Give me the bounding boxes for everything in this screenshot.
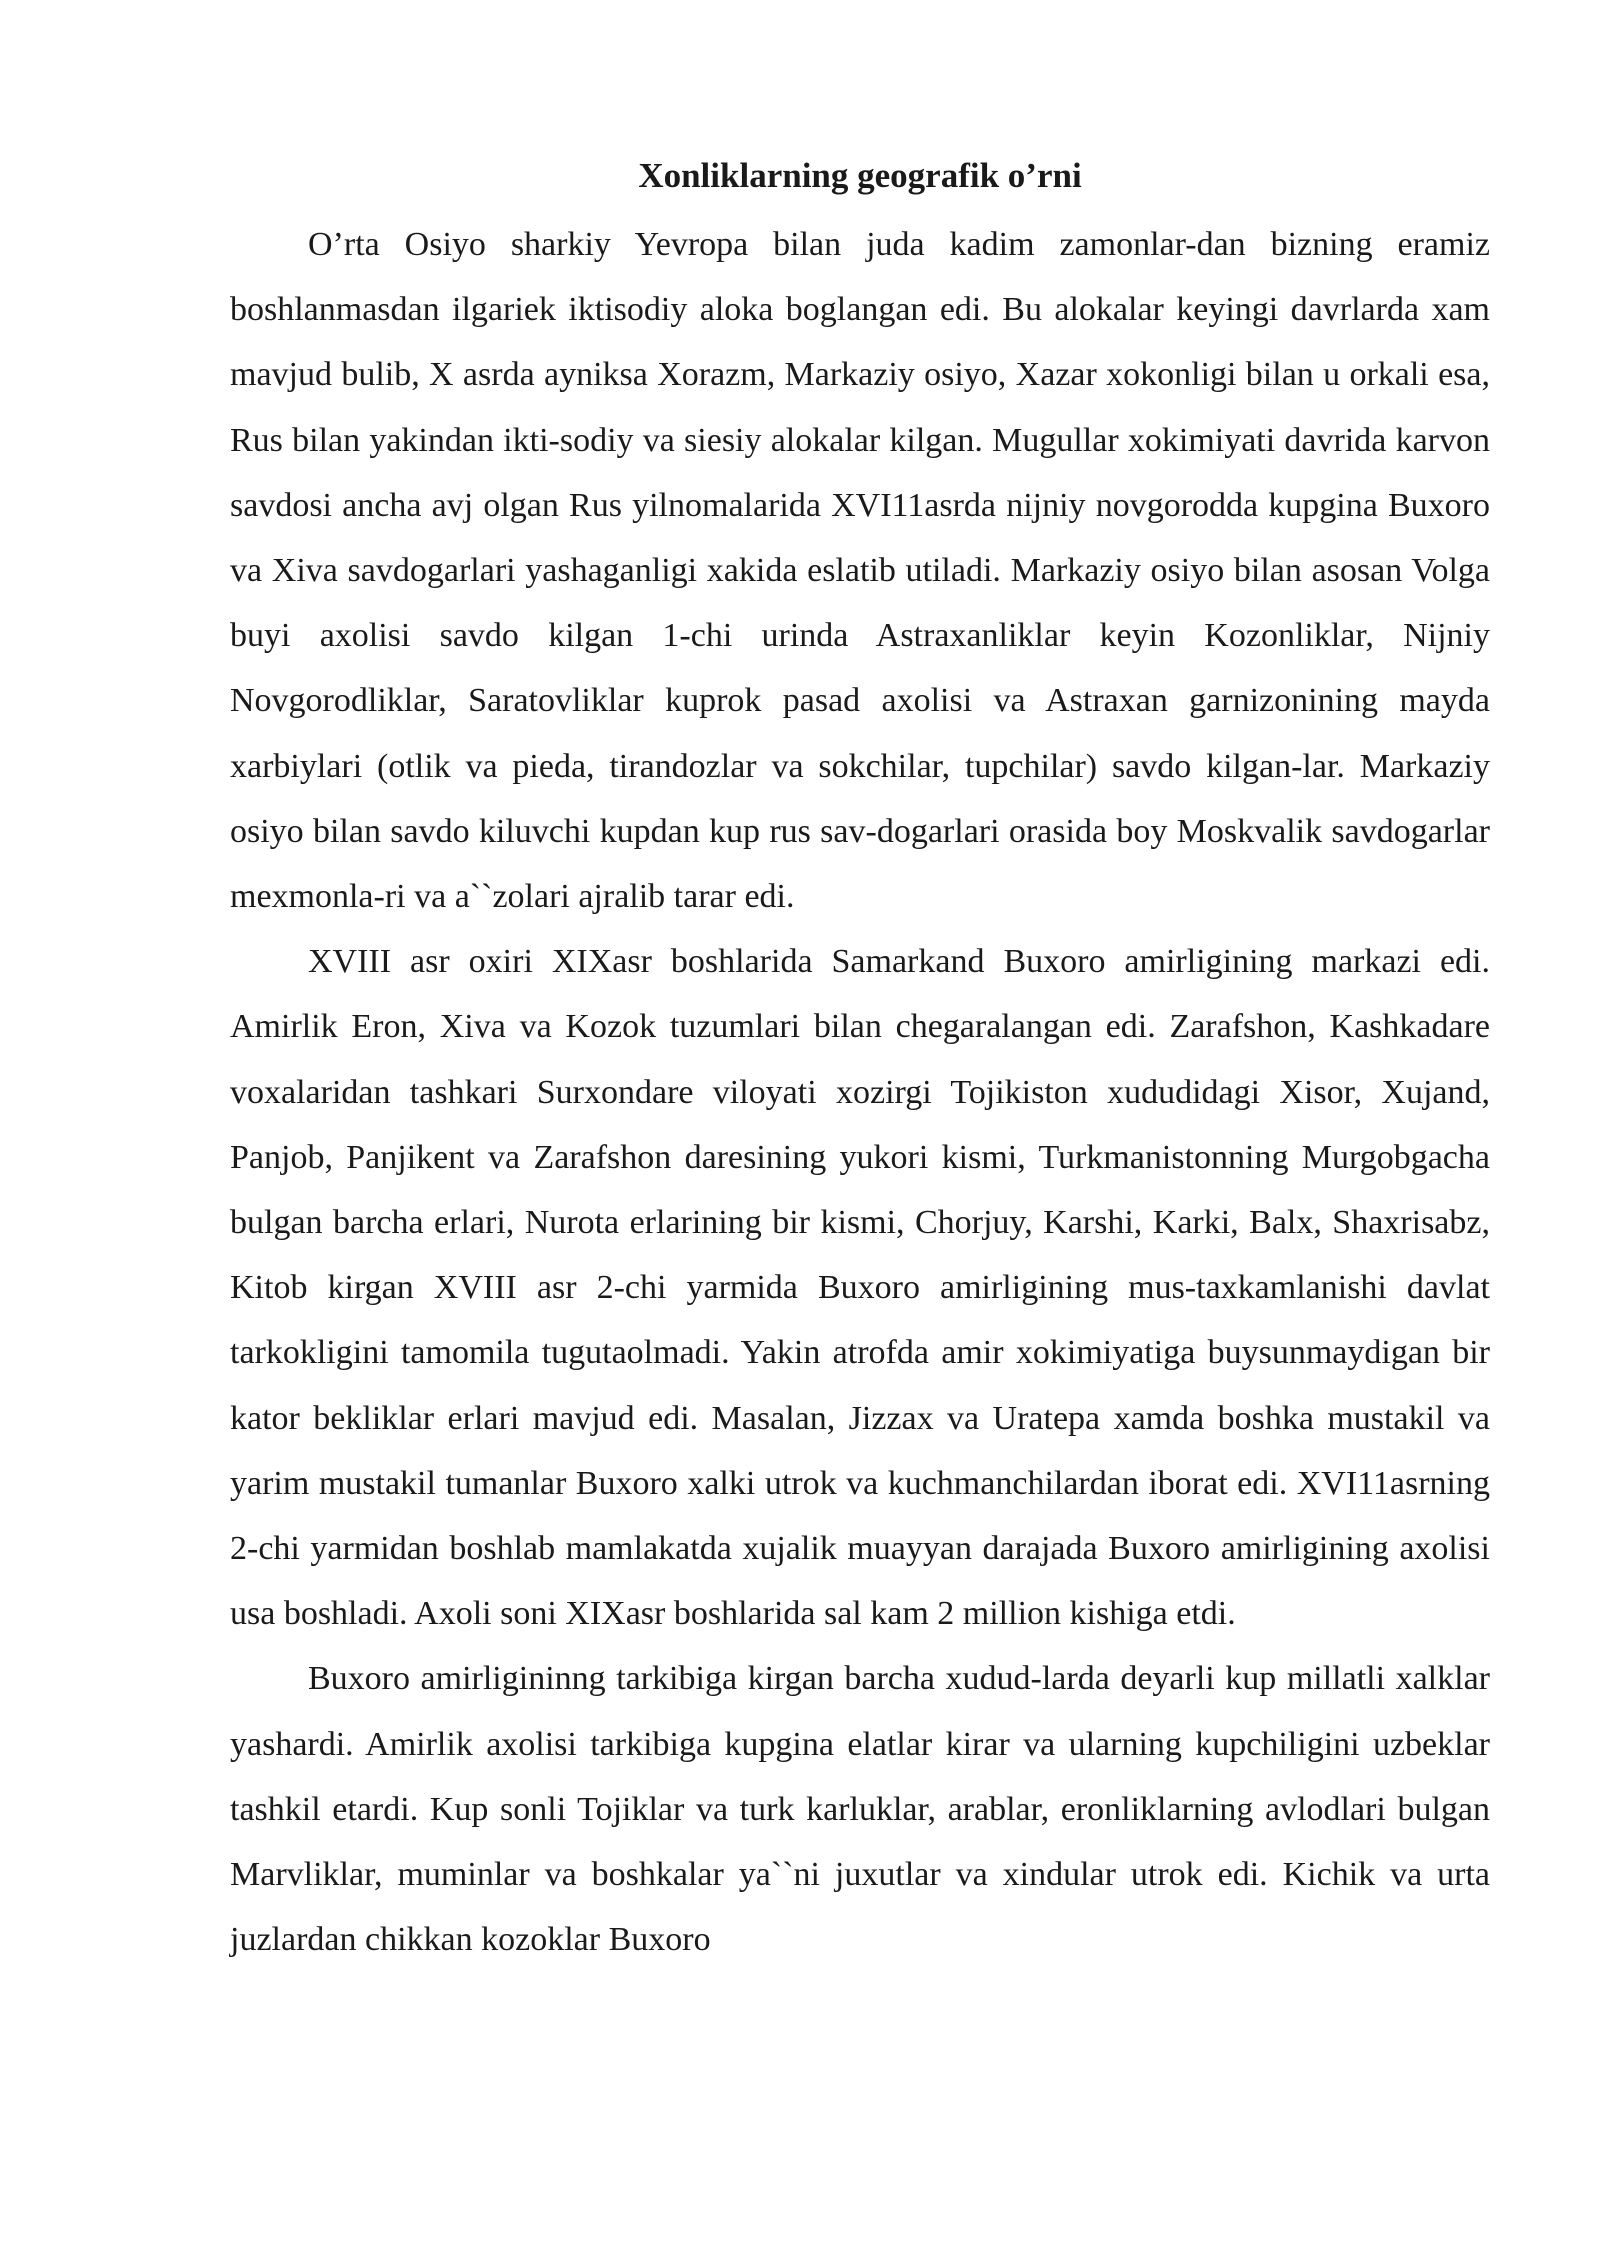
document-title: Xonliklarning geografik o’rni (638, 156, 1082, 195)
paragraph-bukhara-territory: XVIII asr oxiri XIXasr boshlarida Samarkand Buxoro amirligining markazi edi. Amirlik Eron, Xiva va Kozok tuzumlari bilan chegaralangan edi. Zarafshon, Kashkadare voxalaridan tashkari Surxondare viloyati xozirgi Tojikiston xududidagi Xisor, Xujand, Panjob, Panjikent va Zarafshon daresining yukori kismi, Turkmanistonning Murgobgacha bulgan barcha erlari, Nurota erlarining bir kismi, Chorjuy, Karshi, Karki, Balx, Shaxrisabz, Kitob kirgan XVIII asr 2-chi yarmida Buxoro amirligining mus-taxkamlanishi davlat tarkokligini tamomila tugutaolmadi. Yakin atrofda amir xokimiyatiga buysunmaydigan bir kator bekliklar erlari mavjud edi. Masalan, Jizzax va Uratepa xamda boshka mustakil va yarim mustakil tumanlar Buxoro xalki utrok va kuchmanchilardan iborat edi. XVI11asrning 2-chi yarmidan boshlab mamlakatda xujalik muayyan darajada Buxoro amirligining axolisi usa boshladi. Axoli soni XIXasr boshlarida sal kam 2 million kishiga etdi. (230, 943, 1490, 1633)
paragraph-population: Buxoro amirligininng tarkibiga kirgan barcha xudud-larda deyarli kup millatli xalklar yashardi. Amirlik axolisi tarkibiga kupgina elatlar kirar va ularning kupchiligini uzbeklar tashkil etardi. Kup sonli Tojiklar va turk karluklar, arablar, eronliklarning avlodlari bulgan Marvliklar, muminlar va boshkalar ya``ni juxutlar va xindular utrok edi. Kichik va urta juzlardan chikkan kozoklar Buxoro (230, 1660, 1490, 1959)
paragraph-trade-relations: O’rta Osiyo sharkiy Yevropa bilan juda kadim zamonlar-dan bizning eramiz boshlanmasdan ilgariek iktisodiy aloka boglangan edi. Bu alokalar keyingi davrlarda xam mavjud bulib, X asrda ayniksa Xorazm, Markaziy osiyo, Xazar xokonligi bilan u orkali esa, Rus bilan yakindan ikti-sodiy va siesiy alokalar kilgan. Mugullar xokimiyati davrida karvon savdosi ancha avj olgan Rus yilnomalarida XVI11asrda nijniy novgorodda kupgina Buxoro va Xiva savdogarlari yashaganligi xakida eslatib utiladi. Markaziy osiyo bilan asosan Volga buyi axolisi savdo kilgan 1-chi urinda Astraxanliklar keyin Kozonliklar, Nijniy Novgorodliklar, Saratovliklar kuprok pasad axolisi va Astraxan garnizonining mayda xarbiylari (otlik va pieda, tirandozlar va sokchilar, tupchilar) savdo kilgan-lar. Markaziy osiyo bilan savdo kiluvchi kupdan kup rus sav-dogarlari orasida boy Moskvalik savdogarlar mexmonla-ri va a``zolari ajralib tarar edi. (230, 226, 1490, 916)
document-body (230, 148, 1490, 1972)
